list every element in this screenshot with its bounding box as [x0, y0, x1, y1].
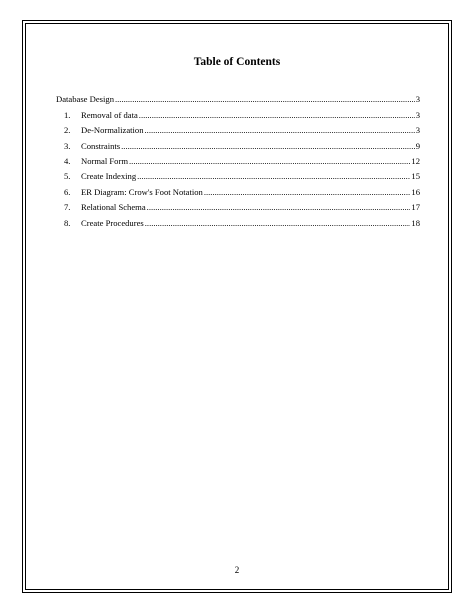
toc-title: Table of Contents: [193, 56, 281, 68]
toc-dot-leader: [145, 125, 415, 136]
toc-dot-leader: [145, 218, 411, 229]
toc-dot-leader: [121, 141, 415, 152]
toc-entry-label: Normal Form: [81, 155, 129, 166]
toc-dot-leader: [115, 94, 415, 105]
toc-entry-page: 12: [411, 155, 420, 166]
toc-entry-page: 15: [411, 171, 420, 182]
toc-list: [56, 90, 420, 229]
toc-entry-page: 3: [415, 94, 420, 105]
toc-entry-removal-of-data[interactable]: [56, 105, 420, 120]
toc-entry-number: 3.: [64, 140, 71, 151]
toc-entry-de-normalization[interactable]: [56, 121, 420, 136]
page-number: 2: [234, 565, 240, 575]
toc-entry-label: Removal of data: [81, 109, 138, 120]
toc-entry-page: 3: [415, 109, 420, 120]
toc-entry-create-indexing[interactable]: [56, 167, 420, 182]
toc-dot-leader: [139, 110, 415, 121]
toc-entry-label: Constraints: [81, 140, 121, 151]
toc-entry-page: 3: [415, 125, 420, 136]
toc-entry-number: 5.: [64, 171, 71, 182]
toc-entry-number: 4.: [64, 155, 71, 166]
toc-entry-page: 18: [411, 217, 420, 228]
toc-dot-leader: [129, 156, 410, 167]
toc-dot-leader: [147, 202, 411, 213]
toc-entry-label: Create Procedures: [81, 217, 144, 228]
toc-entry-number: 2.: [64, 125, 71, 136]
toc-entry-normal-form[interactable]: [56, 152, 420, 167]
toc-entry-label: ER Diagram: Crow's Foot Notation: [81, 186, 203, 197]
toc-entry-number: 7.: [64, 202, 71, 213]
toc-entry-page: 9: [415, 140, 420, 151]
toc-entry-label: De-Normalization: [81, 125, 144, 136]
toc-entry-create-procedures[interactable]: [56, 213, 420, 228]
toc-entry-database-design[interactable]: [56, 90, 420, 105]
toc-entry-page: 16: [411, 186, 420, 197]
toc-entry-page: 17: [411, 202, 420, 213]
toc-entry-label: Relational Schema: [81, 202, 146, 213]
toc-dot-leader: [204, 187, 411, 198]
toc-entry-er-diagram[interactable]: [56, 182, 420, 197]
toc-entry-label: Create Indexing: [81, 171, 137, 182]
toc-entry-number: 6.: [64, 186, 71, 197]
toc-entry-number: 8.: [64, 217, 71, 228]
toc-entry-relational-schema[interactable]: [56, 198, 420, 213]
toc-entry-label: Database Design: [56, 94, 114, 105]
toc-dot-leader: [137, 171, 410, 182]
toc-entry-number: 1.: [64, 109, 71, 120]
toc-entry-constraints[interactable]: [56, 136, 420, 151]
